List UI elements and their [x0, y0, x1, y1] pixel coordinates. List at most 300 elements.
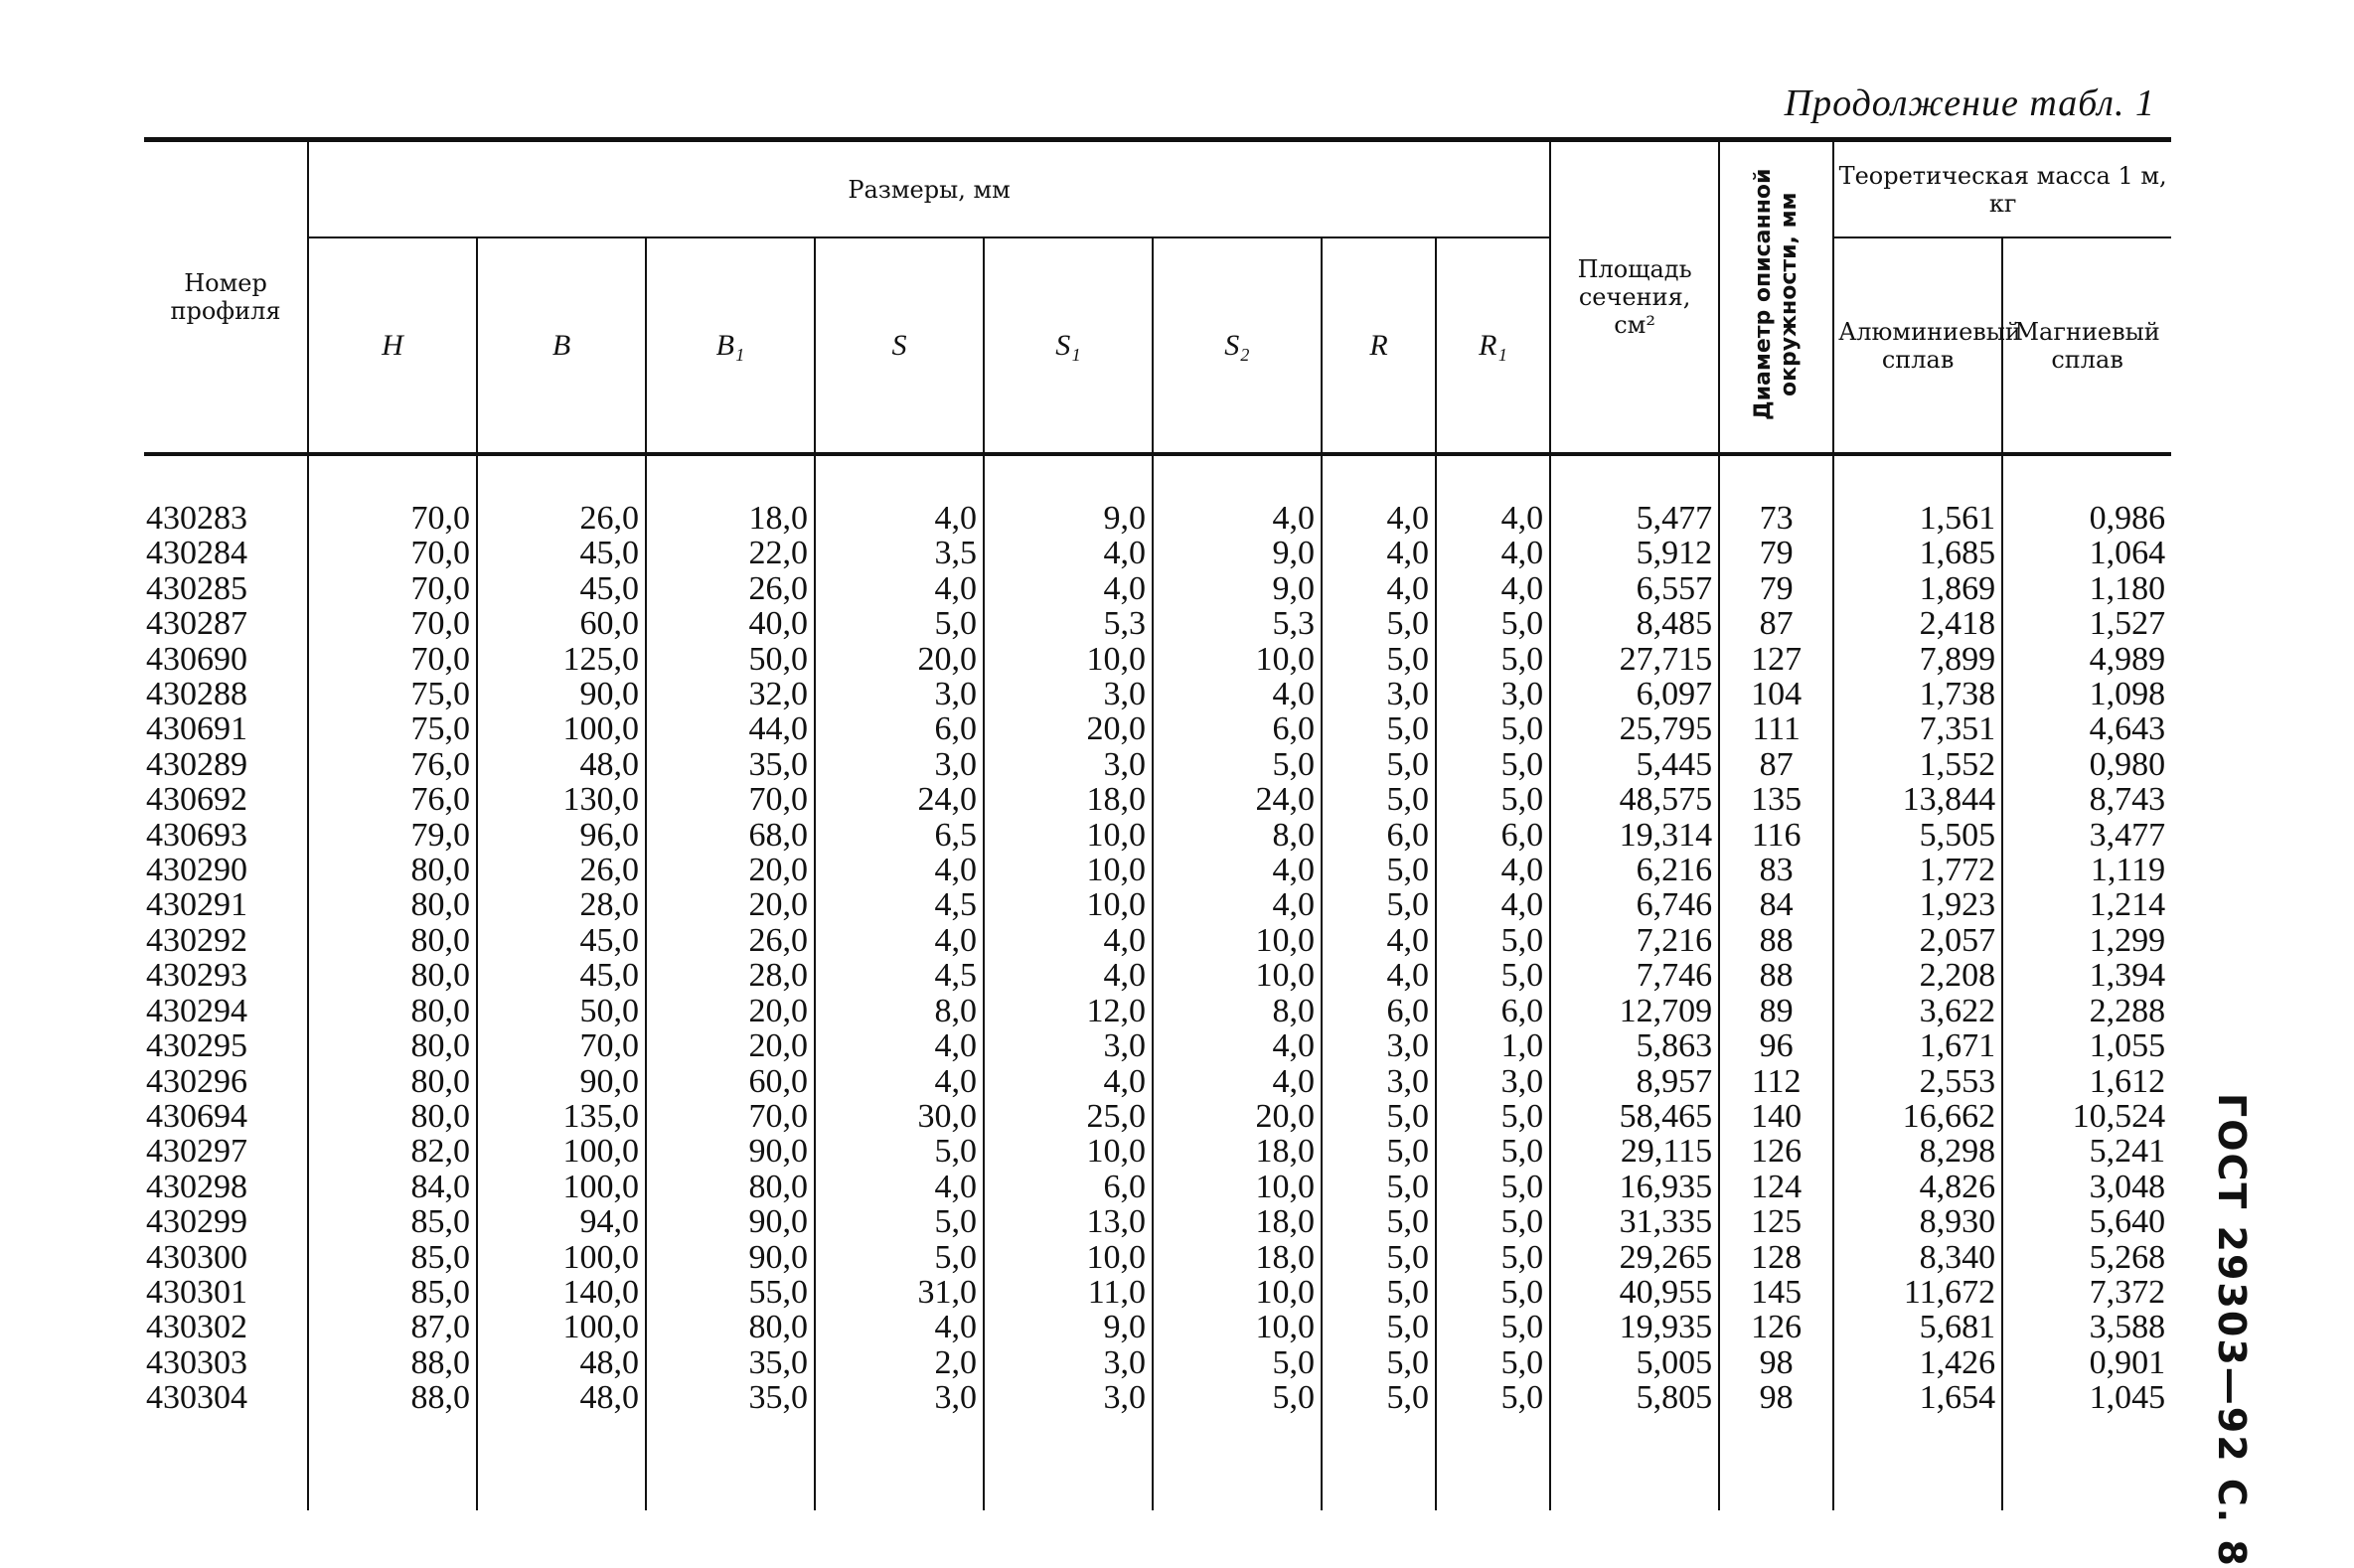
table-cell: 5,0 — [1322, 1345, 1436, 1380]
table-cell: 4,0 — [815, 1028, 984, 1063]
table-cell: 4,0 — [815, 1064, 984, 1099]
table-cell: 0,901 — [2002, 1345, 2171, 1380]
table-cell: 10,0 — [984, 853, 1153, 887]
table-cell: 73 — [1719, 501, 1833, 536]
table-cell: 4,0 — [1153, 677, 1322, 711]
table-row — [144, 1028, 2171, 1063]
table-row — [144, 1064, 2171, 1099]
table-cell: 4,0 — [1153, 501, 1322, 536]
table-cell: 4,0 — [1436, 571, 1550, 606]
table-cell: 128 — [1719, 1240, 1833, 1275]
table-cell: 20,0 — [1153, 1099, 1322, 1134]
blank-cell — [308, 454, 477, 501]
table-cell: 1,180 — [2002, 571, 2171, 606]
table-cell: 48,0 — [477, 1345, 646, 1380]
table-cell: 22,0 — [646, 536, 815, 570]
table-row — [144, 1134, 2171, 1169]
table-cell: 60,0 — [477, 606, 646, 641]
table-cell: 70,0 — [308, 536, 477, 570]
filler-row — [144, 1416, 2171, 1510]
table-cell: 96,0 — [477, 818, 646, 853]
table-cell: 100,0 — [477, 1134, 646, 1169]
blank-cell — [2002, 454, 2171, 501]
spacer-row — [144, 454, 2171, 501]
header-S2: S₂ — [1153, 237, 1322, 454]
table-cell: 1,869 — [1833, 571, 2002, 606]
table-cell: 10,0 — [1153, 642, 1322, 677]
table-cell: 6,5 — [815, 818, 984, 853]
table-cell: 3,0 — [1322, 1064, 1436, 1099]
table-cell: 4,0 — [984, 1064, 1153, 1099]
table-cell: 5,005 — [1550, 1345, 1719, 1380]
table-cell: 5,3 — [984, 606, 1153, 641]
table-cell: 5,0 — [1436, 606, 1550, 641]
table-cell: 10,0 — [984, 1134, 1153, 1169]
table-cell: 24,0 — [1153, 782, 1322, 817]
table-cell: 5,0 — [1322, 1275, 1436, 1310]
table-cell: 6,0 — [1436, 994, 1550, 1028]
table-cell: 0,986 — [2002, 501, 2171, 536]
table-cell: 89 — [1719, 994, 1833, 1028]
table-cell: 4,0 — [815, 1310, 984, 1344]
table-cell: 5,0 — [1322, 1204, 1436, 1239]
table-cell: 31,0 — [815, 1275, 984, 1310]
table-cell: 98 — [1719, 1380, 1833, 1415]
table-cell: 4,0 — [1153, 853, 1322, 887]
table-cell: 3,0 — [815, 747, 984, 782]
table-cell: 7,216 — [1550, 923, 1719, 958]
table-cell: 10,0 — [1153, 1170, 1322, 1204]
table-cell: 430303 — [146, 1343, 247, 1381]
table-row — [144, 923, 2171, 958]
table-cell: 70,0 — [646, 782, 815, 817]
table-cell: 20,0 — [646, 994, 815, 1028]
table-cell: 3,0 — [815, 677, 984, 711]
table-cell: 5,0 — [1322, 606, 1436, 641]
table-cell: 5,0 — [1322, 853, 1436, 887]
blank-cell — [984, 1416, 1153, 1510]
table-cell: 430299 — [146, 1203, 247, 1241]
blank-cell — [1153, 1416, 1322, 1510]
table-row — [144, 677, 2171, 711]
table-cell: 5,0 — [1153, 1380, 1322, 1415]
table-cell: 5,0 — [1322, 1310, 1436, 1344]
table-cell: 5,0 — [1322, 711, 1436, 746]
table-cell: 4,0 — [1436, 536, 1550, 570]
table-cell: 6,0 — [1322, 994, 1436, 1028]
table-cell: 85,0 — [308, 1204, 477, 1239]
table-cell: 6,0 — [1153, 711, 1322, 746]
blank-cell — [1153, 454, 1322, 501]
table-row — [144, 1170, 2171, 1204]
table-cell: 430292 — [146, 921, 247, 959]
table-cell: 430297 — [146, 1133, 247, 1171]
table-cell: 3,0 — [1436, 677, 1550, 711]
table-cell: 20,0 — [815, 642, 984, 677]
table-cell: 5,0 — [1436, 1275, 1550, 1310]
table-cell: 80,0 — [308, 958, 477, 993]
table-cell: 70,0 — [477, 1028, 646, 1063]
header-diameter-text: Диаметр описанной окружности, мм — [1750, 168, 1802, 420]
table-cell: 3,0 — [1436, 1064, 1550, 1099]
table-cell: 100,0 — [477, 1240, 646, 1275]
table-row — [144, 747, 2171, 782]
table-cell: 1,527 — [2002, 606, 2171, 641]
table-cell: 430287 — [146, 605, 247, 643]
table-cell: 1,671 — [1833, 1028, 2002, 1063]
table-cell: 48,0 — [477, 1380, 646, 1415]
table-cell: 130,0 — [477, 782, 646, 817]
table-cell: 11,672 — [1833, 1275, 2002, 1310]
table-cell: 430285 — [146, 569, 247, 607]
table-cell: 8,0 — [1153, 818, 1322, 853]
table-cell: 35,0 — [646, 1345, 815, 1380]
table-cell: 1,612 — [2002, 1064, 2171, 1099]
table-cell: 8,930 — [1833, 1204, 2002, 1239]
table-cell: 9,0 — [984, 501, 1153, 536]
table-cell: 5,241 — [2002, 1134, 2171, 1169]
table-cell: 18,0 — [1153, 1204, 1322, 1239]
table-cell: 6,0 — [984, 1170, 1153, 1204]
table-cell: 76,0 — [308, 747, 477, 782]
table-cell: 430691 — [146, 710, 247, 748]
table-cell: 5,0 — [1436, 711, 1550, 746]
table-cell: 80,0 — [308, 923, 477, 958]
table-cell: 5,0 — [1436, 958, 1550, 993]
table-cell: 44,0 — [646, 711, 815, 746]
table-cell: 9,0 — [1153, 571, 1322, 606]
table-caption: Продолжение табл. 1 — [1784, 82, 2155, 124]
table-cell: 82,0 — [308, 1134, 477, 1169]
header-dimensions: Размеры, мм — [308, 142, 1550, 237]
header-R: R — [1322, 237, 1436, 454]
table-cell: 79,0 — [308, 818, 477, 853]
table-cell: 85,0 — [308, 1240, 477, 1275]
table-cell: 80,0 — [308, 1064, 477, 1099]
header-aluminium: Алюминиевый сплав — [1833, 237, 2002, 454]
table-cell: 8,0 — [1153, 994, 1322, 1028]
table-cell: 6,097 — [1550, 677, 1719, 711]
table-cell: 90,0 — [646, 1204, 815, 1239]
table-cell: 4,0 — [1436, 501, 1550, 536]
table-cell: 3,0 — [984, 1028, 1153, 1063]
table-cell: 26,0 — [477, 501, 646, 536]
table-cell: 430290 — [146, 852, 247, 889]
table-row — [144, 1380, 2171, 1415]
blank-cell — [1719, 454, 1833, 501]
table-cell: 3,477 — [2002, 818, 2171, 853]
table-cell: 28,0 — [646, 958, 815, 993]
header-magnesium: Магниевый сплав — [2002, 237, 2171, 454]
table-cell: 5,0 — [1322, 1099, 1436, 1134]
table-cell: 29,115 — [1550, 1134, 1719, 1169]
table-cell: 104 — [1719, 677, 1833, 711]
table-cell: 1,098 — [2002, 677, 2171, 711]
blank-cell — [1436, 1416, 1550, 1510]
table-cell: 25,0 — [984, 1099, 1153, 1134]
table-cell: 4,0 — [984, 536, 1153, 570]
table-row — [144, 782, 2171, 817]
table-cell: 31,335 — [1550, 1204, 1719, 1239]
table-cell: 5,0 — [1322, 887, 1436, 922]
table-cell: 2,418 — [1833, 606, 2002, 641]
table-cell: 0,980 — [2002, 747, 2171, 782]
table-cell: 45,0 — [477, 536, 646, 570]
table-cell: 87,0 — [308, 1310, 477, 1344]
table-cell: 430284 — [146, 535, 247, 572]
table-cell: 87 — [1719, 606, 1833, 641]
table-cell: 45,0 — [477, 958, 646, 993]
table-cell: 1,055 — [2002, 1028, 2171, 1063]
table-cell: 60,0 — [646, 1064, 815, 1099]
table-cell: 1,0 — [1436, 1028, 1550, 1063]
table-cell: 19,935 — [1550, 1310, 1719, 1344]
table-cell: 4,0 — [1322, 501, 1436, 536]
table-cell: 4,5 — [815, 958, 984, 993]
table-cell: 88 — [1719, 958, 1833, 993]
table-cell: 430690 — [146, 640, 247, 678]
header-B: B — [477, 237, 646, 454]
table-cell: 5,0 — [815, 1204, 984, 1239]
table-cell: 40,0 — [646, 606, 815, 641]
table-cell: 430692 — [146, 781, 247, 819]
header-S: S — [815, 237, 984, 454]
table-cell: 75,0 — [308, 677, 477, 711]
table-row — [144, 1099, 2171, 1134]
table-cell: 9,0 — [1153, 536, 1322, 570]
table-cell: 79 — [1719, 536, 1833, 570]
table-cell: 5,0 — [1322, 1240, 1436, 1275]
table-cell: 13,844 — [1833, 782, 2002, 817]
blank-cell — [1550, 1416, 1719, 1510]
table-cell: 1,923 — [1833, 887, 2002, 922]
table-cell: 29,265 — [1550, 1240, 1719, 1275]
blank-cell — [1322, 454, 1436, 501]
table-cell: 3,0 — [1322, 677, 1436, 711]
blank-cell — [477, 1416, 646, 1510]
blank-cell — [815, 454, 984, 501]
table-cell: 80,0 — [646, 1170, 815, 1204]
table-cell: 111 — [1719, 711, 1833, 746]
blank-cell — [144, 454, 308, 501]
table-cell: 4,0 — [815, 853, 984, 887]
table-cell: 3,0 — [815, 1380, 984, 1415]
table-cell: 25,795 — [1550, 711, 1719, 746]
table-cell: 35,0 — [646, 1380, 815, 1415]
table-cell: 4,989 — [2002, 642, 2171, 677]
table-cell: 20,0 — [646, 853, 815, 887]
table-cell: 4,0 — [1153, 1028, 1322, 1063]
table-cell: 84 — [1719, 887, 1833, 922]
table-cell: 58,465 — [1550, 1099, 1719, 1134]
table-cell: 1,394 — [2002, 958, 2171, 993]
table-cell: 12,0 — [984, 994, 1153, 1028]
table-cell: 12,709 — [1550, 994, 1719, 1028]
table-cell: 1,426 — [1833, 1345, 2002, 1380]
header-R1: R₁ — [1436, 237, 1550, 454]
table-cell: 80,0 — [308, 1028, 477, 1063]
side-label: ГОСТ 29303—92 С. 8 — [2210, 1093, 2254, 1568]
table-cell: 430288 — [146, 676, 247, 713]
table-cell: 1,738 — [1833, 677, 2002, 711]
table-row — [144, 501, 2171, 536]
table-cell: 3,0 — [1322, 1028, 1436, 1063]
table-cell: 2,208 — [1833, 958, 2002, 993]
table-cell: 5,0 — [1436, 923, 1550, 958]
table-cell: 10,0 — [984, 642, 1153, 677]
table-cell: 80,0 — [308, 994, 477, 1028]
table-cell: 10,524 — [2002, 1099, 2171, 1134]
table-cell: 5,0 — [1322, 642, 1436, 677]
table-cell: 5,0 — [1436, 1099, 1550, 1134]
table-cell: 125,0 — [477, 642, 646, 677]
table-cell: 145 — [1719, 1275, 1833, 1310]
table-cell: 10,0 — [1153, 1275, 1322, 1310]
table-cell: 140 — [1719, 1099, 1833, 1134]
table-cell: 8,743 — [2002, 782, 2171, 817]
table-cell: 4,0 — [984, 571, 1153, 606]
table-cell: 4,0 — [1436, 887, 1550, 922]
table-cell: 100,0 — [477, 711, 646, 746]
table-cell: 1,064 — [2002, 536, 2171, 570]
table-cell: 5,0 — [1153, 747, 1322, 782]
table-cell: 5,0 — [1436, 747, 1550, 782]
table-cell: 16,935 — [1550, 1170, 1719, 1204]
profiles-table — [144, 142, 2171, 1510]
header-area: Площадь сечения, см² — [1550, 142, 1719, 454]
table-cell: 430304 — [146, 1379, 247, 1417]
table-cell: 5,0 — [1436, 1134, 1550, 1169]
table-cell: 4,0 — [1322, 571, 1436, 606]
table-cell: 5,0 — [1436, 1170, 1550, 1204]
table-cell: 55,0 — [646, 1275, 815, 1310]
table-cell: 5,0 — [1153, 1345, 1322, 1380]
table-cell: 430295 — [146, 1027, 247, 1065]
table-cell: 6,557 — [1550, 571, 1719, 606]
table-body — [144, 454, 2171, 1510]
table-cell: 2,553 — [1833, 1064, 2002, 1099]
table-row — [144, 1240, 2171, 1275]
table-cell: 430296 — [146, 1062, 247, 1100]
table-cell: 5,0 — [1322, 1134, 1436, 1169]
table-cell: 5,0 — [815, 1240, 984, 1275]
table-cell: 10,0 — [984, 887, 1153, 922]
table-row — [144, 853, 2171, 887]
table-cell: 7,372 — [2002, 1275, 2171, 1310]
table-cell: 48,0 — [477, 747, 646, 782]
table-cell: 1,045 — [2002, 1380, 2171, 1415]
table-cell: 127 — [1719, 642, 1833, 677]
table-cell: 20,0 — [646, 1028, 815, 1063]
table-cell: 87 — [1719, 747, 1833, 782]
table-cell: 32,0 — [646, 677, 815, 711]
table-cell: 5,0 — [1436, 642, 1550, 677]
table-cell: 135,0 — [477, 1099, 646, 1134]
table-cell: 3,0 — [984, 1380, 1153, 1415]
table-cell: 126 — [1719, 1134, 1833, 1169]
table-row — [144, 818, 2171, 853]
blank-cell — [1436, 454, 1550, 501]
table-row — [144, 606, 2171, 641]
table-cell: 88,0 — [308, 1380, 477, 1415]
table-row — [144, 711, 2171, 746]
table-cell: 90,0 — [477, 677, 646, 711]
table-cell: 125 — [1719, 1204, 1833, 1239]
table-cell: 3,048 — [2002, 1170, 2171, 1204]
table-cell: 1,561 — [1833, 501, 2002, 536]
table-cell: 27,715 — [1550, 642, 1719, 677]
table-cell: 116 — [1719, 818, 1833, 853]
table-cell: 5,805 — [1550, 1380, 1719, 1415]
header-mass: Теоретическая масса 1 м, кг — [1833, 142, 2171, 237]
header-profile-number: Номер профиля — [144, 142, 308, 454]
table-cell: 4,0 — [984, 923, 1153, 958]
table-cell: 2,288 — [2002, 994, 2171, 1028]
table-cell: 48,575 — [1550, 782, 1719, 817]
table-cell: 30,0 — [815, 1099, 984, 1134]
blank-cell — [308, 1416, 477, 1510]
table-cell: 3,622 — [1833, 994, 2002, 1028]
table-cell: 1,772 — [1833, 853, 2002, 887]
header-B1: B₁ — [646, 237, 815, 454]
table-cell: 80,0 — [308, 1099, 477, 1134]
table-cell: 3,5 — [815, 536, 984, 570]
table-cell: 5,640 — [2002, 1204, 2171, 1239]
table-row — [144, 1204, 2171, 1239]
table-cell: 80,0 — [308, 887, 477, 922]
table-cell: 28,0 — [477, 887, 646, 922]
table-cell: 5,0 — [1436, 1310, 1550, 1344]
table-cell: 16,662 — [1833, 1099, 2002, 1134]
table-cell: 18,0 — [1153, 1134, 1322, 1169]
table-row — [144, 642, 2171, 677]
table-cell: 5,0 — [1436, 1380, 1550, 1415]
table-cell: 4,0 — [1153, 887, 1322, 922]
table-cell: 80,0 — [308, 853, 477, 887]
table-cell: 75,0 — [308, 711, 477, 746]
table-cell: 5,445 — [1550, 747, 1719, 782]
table-cell: 88,0 — [308, 1345, 477, 1380]
table-cell: 5,268 — [2002, 1240, 2171, 1275]
table-cell: 70,0 — [308, 606, 477, 641]
blank-cell — [646, 454, 815, 501]
blank-cell — [1833, 1416, 2002, 1510]
table-cell: 135 — [1719, 782, 1833, 817]
table-cell: 5,3 — [1153, 606, 1322, 641]
table-cell: 1,552 — [1833, 747, 2002, 782]
table-cell: 84,0 — [308, 1170, 477, 1204]
table-cell: 5,0 — [1436, 782, 1550, 817]
table-cell: 10,0 — [984, 818, 1153, 853]
table-cell: 2,0 — [815, 1345, 984, 1380]
table-cell: 11,0 — [984, 1275, 1153, 1310]
table-cell: 20,0 — [984, 711, 1153, 746]
table-cell: 4,643 — [2002, 711, 2171, 746]
table-cell: 6,0 — [1322, 818, 1436, 853]
table-cell: 26,0 — [646, 571, 815, 606]
table-cell: 8,957 — [1550, 1064, 1719, 1099]
table-cell: 18,0 — [646, 501, 815, 536]
blank-cell — [646, 1416, 815, 1510]
table-cell: 8,340 — [1833, 1240, 2002, 1275]
table-cell: 13,0 — [984, 1204, 1153, 1239]
table-cell: 6,0 — [815, 711, 984, 746]
table-cell: 1,299 — [2002, 923, 2171, 958]
table-cell: 4,5 — [815, 887, 984, 922]
table-cell: 430294 — [146, 992, 247, 1029]
table-cell: 2,057 — [1833, 923, 2002, 958]
table-cell: 5,0 — [1436, 1240, 1550, 1275]
